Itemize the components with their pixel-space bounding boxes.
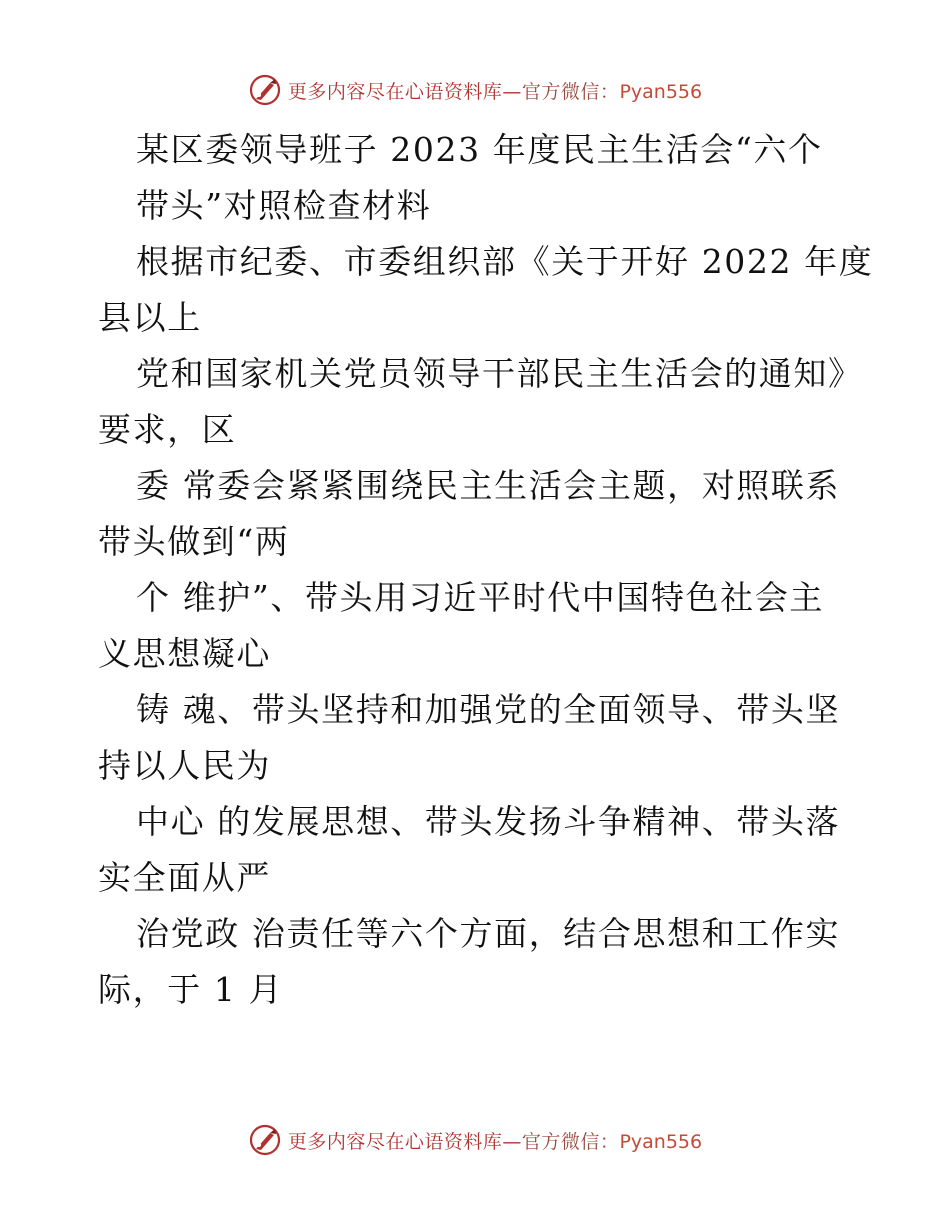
watermark-wechat-label: 官方微信： xyxy=(521,1130,620,1153)
paragraph-line: 县以上 xyxy=(98,298,202,337)
watermark-text xyxy=(288,77,702,104)
watermark-wechat-id: Pyan556 xyxy=(619,80,703,103)
paragraph-line: 治党政 治责任等六个方面，结合思想和工作实 xyxy=(136,914,841,953)
paragraph-line: 持以人民为 xyxy=(98,746,271,785)
footer-watermark-banner xyxy=(0,1120,950,1160)
quill-pen-icon xyxy=(248,1123,282,1157)
paragraph-line: 义思想凝心 xyxy=(98,634,271,673)
watermark-wechat-label: 官方微信： xyxy=(521,80,620,103)
paragraph-line: 中心 的发展思想、带头发扬斗争精神、带头落 xyxy=(136,802,841,841)
paragraph-line: 带头做到“两 xyxy=(98,522,290,561)
title-line-2: 带头”对照检查材料 xyxy=(136,186,432,225)
paragraph-line: 党和国家机关党员领导干部民主生活会的通知》 xyxy=(136,354,863,393)
watermark-text xyxy=(288,1127,702,1154)
paragraph-line: 个 维护”、带头用习近平时代中国特色社会主 xyxy=(136,578,824,617)
watermark-brand: 更多内容尽在心语资料库— xyxy=(287,1130,522,1153)
paragraph-line: 际，于 1 月 xyxy=(98,970,284,1009)
watermark-brand: 更多内容尽在心语资料库— xyxy=(287,80,522,103)
paragraph-line: 要求，区 xyxy=(98,410,237,449)
paragraph-line: 铸 魂、带头坚持和加强党的全面领导、带头坚 xyxy=(136,690,841,729)
document-body xyxy=(98,122,878,1018)
paragraph-line: 委 常委会紧紧围绕民主生活会主题，对照联系 xyxy=(136,466,841,505)
paragraph-line: 实全面从严 xyxy=(98,858,271,897)
watermark-wechat-id: Pyan556 xyxy=(619,1130,703,1153)
header-watermark-banner xyxy=(0,70,950,110)
paragraph-line: 根据市纪委、市委组织部《关于开好 2022 年度 xyxy=(136,242,874,281)
title-line-1: 某区委领导班子 2023 年度民主生活会“六个 xyxy=(136,130,823,169)
quill-pen-icon xyxy=(248,73,282,107)
